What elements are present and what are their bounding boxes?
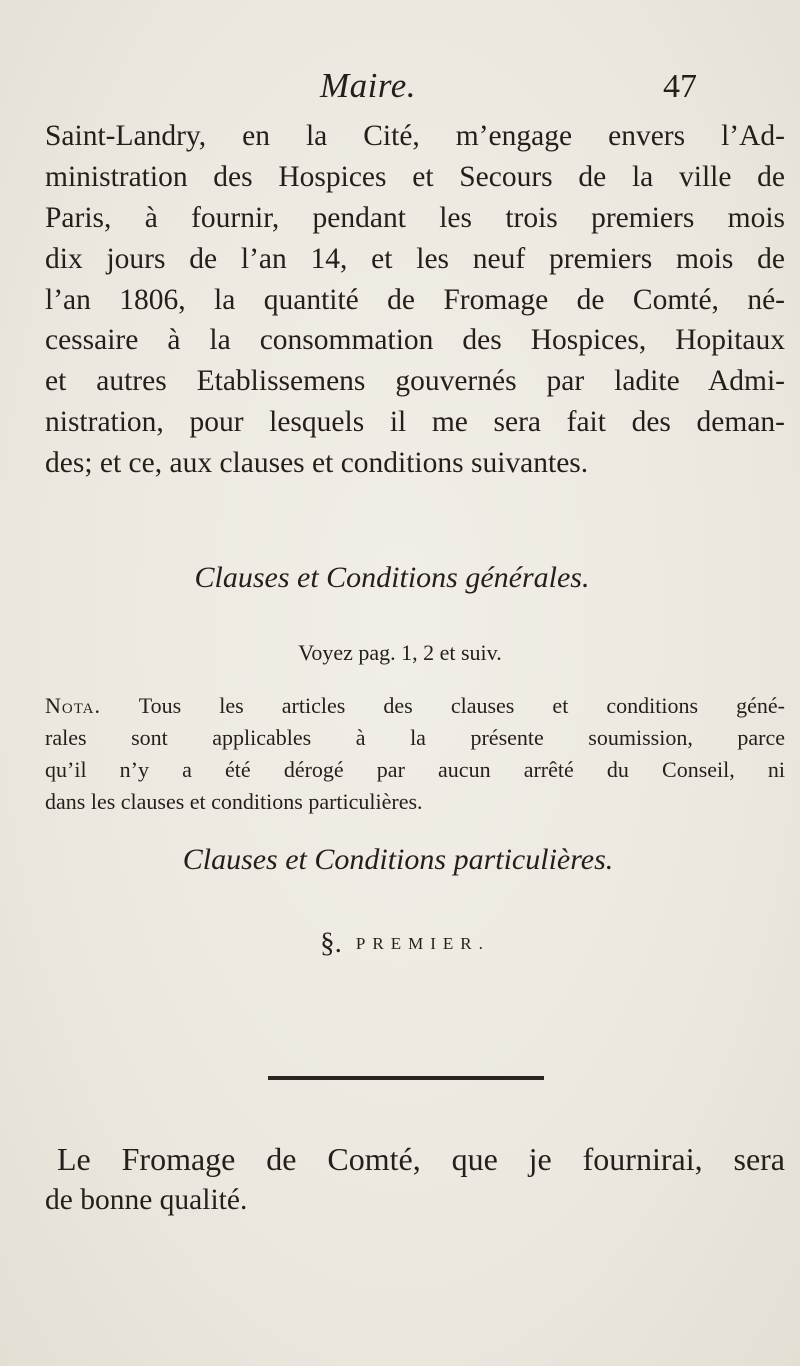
paragraph-line: des; et ce, aux clauses et conditions suivantes.	[45, 447, 589, 480]
opening-paragraph	[45, 116, 785, 484]
nota-line	[45, 690, 785, 722]
nota-text: Tous les articles des clauses et conditions géné-	[138, 693, 786, 718]
paragraph-line: cessaire à la consommation des Hospices, Hopitaux	[45, 324, 785, 357]
paragraph-line: nistration, pour lesquels il me sera fait des deman-	[45, 406, 785, 439]
final-paragraph	[45, 1139, 785, 1221]
paragraph-line: dix jours de l’an 14, et les neuf premiers mois de	[45, 242, 785, 275]
section-title: PREMIER.	[355, 933, 490, 953]
nota-line: qu’il n’y a été dérogé par aucun arrêté du Conseil, ni	[45, 757, 785, 782]
final-line: Le Fromage de Comté, que je fournirai, sera	[57, 1141, 785, 1177]
running-head: Maire.	[320, 66, 416, 105]
particular-conditions-heading: Clauses et Conditions particulières.	[182, 843, 614, 876]
nota-paragraph	[45, 690, 785, 818]
page-number: 47	[663, 68, 697, 105]
general-conditions-heading: Clauses et Conditions générales.	[194, 561, 590, 594]
page-reference: Voyez pag. 1, 2 et suiv.	[298, 640, 502, 665]
nota-label: Nota.	[45, 693, 102, 718]
paragraph-line: Saint-Landry, en la Cité, m’engage envers l’Ad-	[45, 120, 785, 152]
section-sign: §.	[320, 927, 342, 959]
paragraph-line: ministration des Hospices et Secours de la ville de	[45, 160, 785, 193]
section-mark	[0, 927, 800, 960]
nota-line: dans les clauses et conditions particulières.	[45, 789, 423, 814]
section-rule	[268, 1076, 544, 1080]
paragraph-line: et autres Etablissemens gouvernés par ladite Admi-	[45, 365, 785, 398]
page-header	[0, 66, 800, 116]
final-line: de bonne qualité.	[45, 1183, 248, 1216]
paragraph-line: Paris, à fournir, pendant les trois premiers mois	[45, 201, 785, 234]
nota-line: rales sont applicables à la présente soumission, parce	[45, 725, 785, 750]
paragraph-line: l’an 1806, la quantité de Fromage de Comté, né-	[45, 283, 785, 316]
